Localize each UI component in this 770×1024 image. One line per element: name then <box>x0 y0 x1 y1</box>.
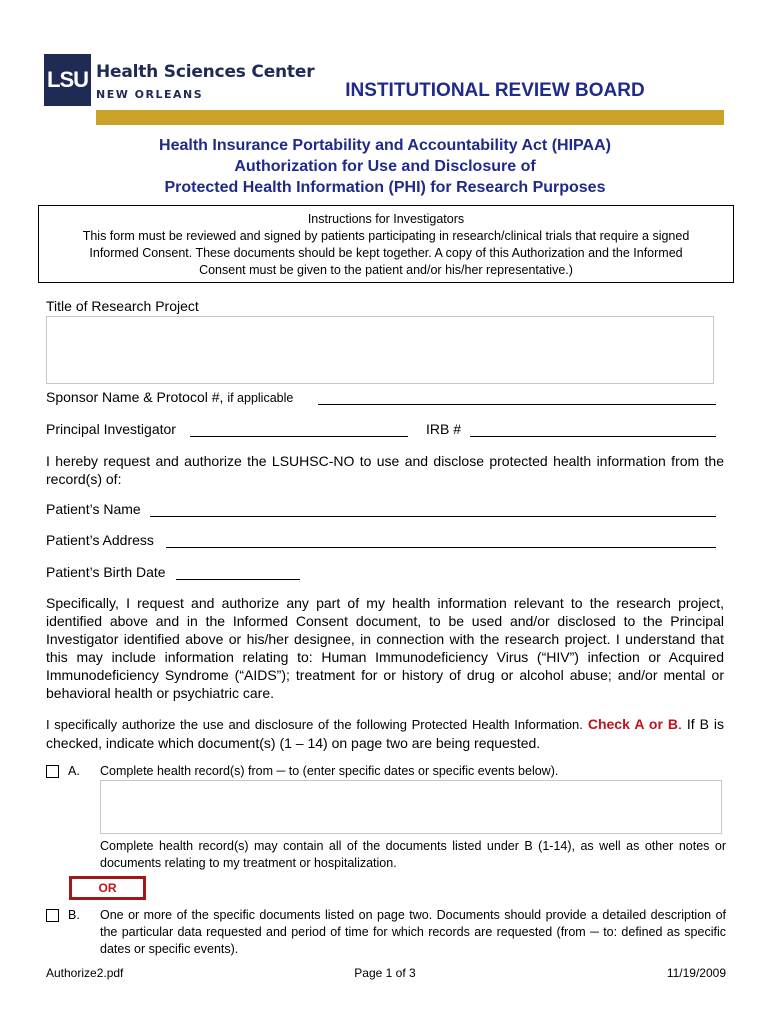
patient-name-label: Patient’s Name <box>46 501 141 517</box>
check-a-or-b: Check A or B <box>587 716 678 732</box>
sponsor-input[interactable] <box>318 389 716 405</box>
instructions-title: Instructions for Investigators <box>307 212 465 226</box>
authorize-end: . If B is checked, indicate which document(s) (1 – 14) on page two are being requested. <box>46 716 725 751</box>
patient-birth-label: Patient’s Birth Date <box>46 564 166 580</box>
option-b-text: One or more of the specific documents listed on page two. Documents should provide a detailed description of the particular data requested and period of time for which records are requested (from ─ to: defined as specific dates or specific events). <box>100 908 726 956</box>
footer-date: 11/19/2009 <box>666 966 726 980</box>
patient-birth-input[interactable] <box>176 564 300 580</box>
or-badge: OR <box>69 876 146 900</box>
pi-label: Principal Investigator <box>46 421 176 437</box>
patient-name-input[interactable] <box>150 501 716 517</box>
lsu-logo <box>44 54 315 114</box>
pi-input[interactable] <box>190 421 408 437</box>
instructions-box <box>38 205 734 283</box>
option-a-dates-input[interactable] <box>100 780 722 834</box>
heading-line-1: Health Insurance Portability and Accountability Act (HIPAA) <box>159 137 611 154</box>
disclosure-paragraph: Specifically, I request and authorize any part of my health information relevant to the research project, identified above and in the Informed Consent document, to be used and/or disclosed to the Principal Investigator identified above or his/her designee, in connection with the research project. I understand that this may include information relating to: Human Immunodeficiency Virus (“HIV”) infection or Acquired Immunodeficiency Syndrome (“AIDS”); treatment for or history of drug or alcohol abuse; and/or mental or behavioral health or psychiatric care. <box>46 595 724 701</box>
authorize-start: I specifically authorize the use and disclosure of the following Protected Health Information. <box>46 717 583 732</box>
option-b-letter: B. <box>68 908 80 922</box>
request-paragraph: I hereby request and authorize the LSUHSC-NO to use and disclose protected health information from the record(s) of: <box>46 453 724 487</box>
sponsor-label <box>46 389 293 405</box>
patient-address-label: Patient’s Address <box>46 532 154 548</box>
heading-line-3: Protected Health Information (PHI) for Research Purposes <box>164 179 606 196</box>
option-a-letter: A. <box>68 764 80 778</box>
logo-sub-text: NEW ORLEANS <box>96 88 204 101</box>
title-label: Title of Research Project <box>46 298 199 314</box>
option-a-note: Complete health record(s) may contain all of the documents listed under B (1-14), as well as other notes or documents relating to my treatment or hospitalization. <box>100 839 726 870</box>
heading-line-2: Authorization for Use and Disclosure of <box>234 158 536 175</box>
instructions-line-1: This form must be reviewed and signed by patients participating in research/clinical trials that require a signed <box>82 229 690 243</box>
title-input[interactable] <box>46 316 714 384</box>
page-title: INSTITUTIONAL REVIEW BOARD <box>345 80 645 101</box>
instructions-line-3: Consent must be given to the patient and/or his/her representative.) <box>199 263 573 277</box>
header-divider <box>96 110 724 125</box>
instructions-line-2: Informed Consent. These documents should be kept together. A copy of this Authorization and the Informed <box>89 246 683 260</box>
option-b-checkbox[interactable] <box>46 909 59 922</box>
footer-filename: Authorize2.pdf <box>46 966 124 980</box>
sponsor-label-text: Sponsor Name & Protocol #, <box>46 389 224 405</box>
option-a-text: Complete health record(s) from ─ to (enter specific dates or specific events below). <box>100 764 559 778</box>
option-a-checkbox[interactable] <box>46 765 59 778</box>
irb-label: IRB # <box>426 421 462 437</box>
irb-input[interactable] <box>470 421 716 437</box>
footer-page: Page 1 of 3 <box>354 966 416 980</box>
sponsor-note: if applicable <box>227 391 294 405</box>
form-heading <box>60 135 710 198</box>
logo-main-text: Health Sciences Center <box>96 62 315 82</box>
logo-mark: LSU <box>44 54 91 106</box>
patient-address-input[interactable] <box>166 532 716 548</box>
authorize-paragraph <box>46 715 724 752</box>
